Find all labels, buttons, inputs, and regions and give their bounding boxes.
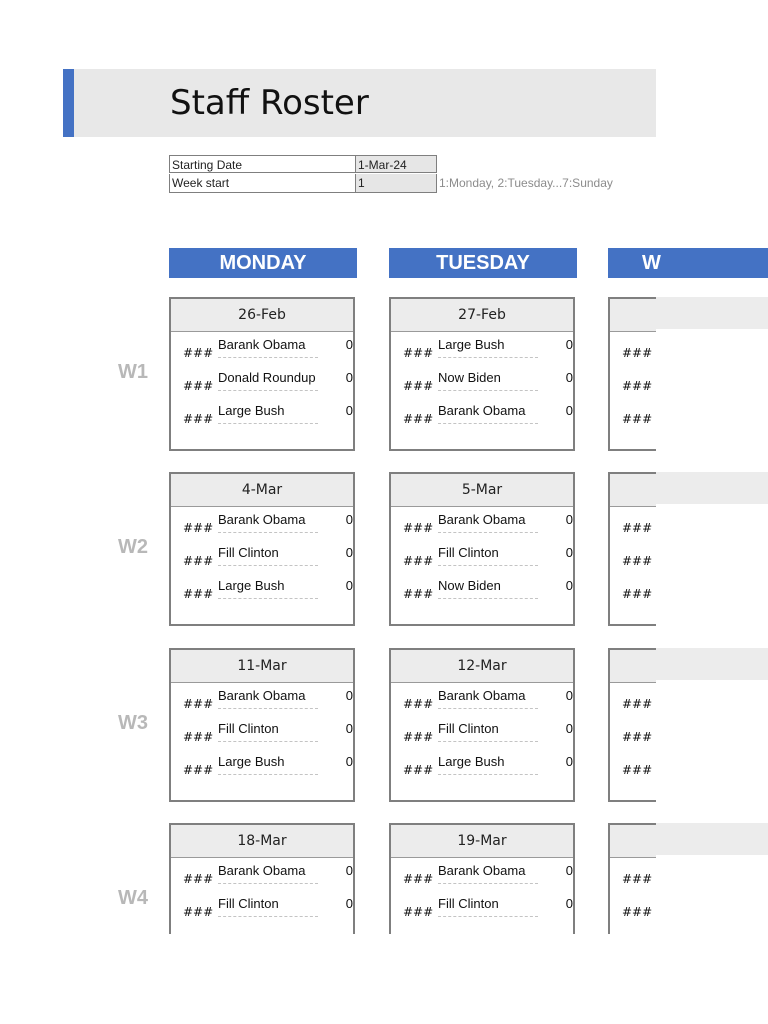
shift-hash: ### [183, 521, 214, 535]
shift-row[interactable] [610, 749, 656, 782]
shift-value: 0 [565, 578, 573, 593]
shift-row[interactable] [391, 716, 573, 749]
shift-hash: ### [403, 697, 434, 711]
shift-value: 0 [565, 863, 573, 878]
shift-hash: ### [622, 697, 653, 711]
shift-value: 0 [345, 578, 353, 593]
staff-name[interactable]: Barank Obama [218, 512, 318, 533]
shift-value: 0 [565, 896, 573, 911]
day-box-wednesday [608, 297, 656, 451]
shift-hash: ### [403, 730, 434, 744]
shift-hash: ### [403, 872, 434, 886]
shift-row[interactable] [391, 507, 573, 540]
shift-value: 0 [565, 688, 573, 703]
day-box-wednesday [608, 648, 656, 802]
shift-value: 0 [345, 754, 353, 769]
shift-row[interactable] [610, 683, 656, 716]
shift-value: 0 [565, 512, 573, 527]
shift-value: 0 [345, 721, 353, 736]
shift-hash: ### [183, 872, 214, 886]
shift-hash: ### [403, 587, 434, 601]
box-date: 4-Mar [171, 474, 353, 507]
week-start-label: Week start [169, 174, 355, 193]
shift-value: 0 [565, 403, 573, 418]
shift-row[interactable] [391, 365, 573, 398]
week-start-hint: 1:Monday, 2:Tuesday...7:Sunday [439, 176, 613, 190]
shift-row[interactable] [171, 749, 353, 782]
staff-name[interactable]: Barank Obama [218, 337, 318, 358]
shift-row[interactable] [171, 891, 353, 924]
shift-row[interactable] [171, 332, 353, 365]
staff-name[interactable]: Barank Obama [438, 863, 538, 884]
day-box-monday [169, 823, 355, 934]
shift-row[interactable] [391, 398, 573, 431]
shift-value: 0 [345, 896, 353, 911]
shift-hash: ### [403, 412, 434, 426]
staff-name[interactable]: Donald Roundup [218, 370, 318, 391]
shift-hash: ### [183, 763, 214, 777]
shift-row[interactable] [391, 540, 573, 573]
shift-hash: ### [403, 763, 434, 777]
shift-value: 0 [345, 370, 353, 385]
staff-name[interactable]: Fill Clinton [438, 545, 538, 566]
shift-hash: ### [622, 587, 653, 601]
shift-row[interactable] [171, 398, 353, 431]
week-start-cell[interactable]: 1 [355, 174, 437, 193]
shift-row[interactable] [610, 573, 656, 606]
shift-hash: ### [183, 554, 214, 568]
shift-row[interactable] [391, 749, 573, 782]
staff-name[interactable]: Large Bush [438, 337, 538, 358]
staff-name[interactable]: Barank Obama [438, 403, 538, 424]
day-box-monday [169, 472, 355, 626]
shift-hash: ### [403, 905, 434, 919]
staff-name[interactable]: Barank Obama [438, 688, 538, 709]
shift-row[interactable] [171, 858, 353, 891]
box-date: 5-Mar [391, 474, 573, 507]
shift-value: 0 [565, 337, 573, 352]
day-header-tuesday: TUESDAY [389, 248, 577, 278]
day-header-monday: MONDAY [169, 248, 357, 278]
staff-name[interactable]: Barank Obama [218, 688, 318, 709]
box-date [610, 650, 656, 683]
day-box-tuesday [389, 472, 575, 626]
shift-row[interactable] [391, 858, 573, 891]
week-label: W4 [118, 887, 148, 909]
day-header-wednesday: W [608, 248, 768, 278]
shift-row[interactable] [391, 332, 573, 365]
shift-hash: ### [183, 346, 214, 360]
staff-name[interactable]: Large Bush [218, 403, 318, 424]
shift-hash: ### [183, 905, 214, 919]
shift-row[interactable] [610, 891, 656, 924]
shift-row[interactable] [171, 716, 353, 749]
shift-row[interactable] [610, 540, 656, 573]
shift-hash: ### [622, 379, 653, 393]
shift-hash: ### [622, 521, 653, 535]
staff-name[interactable]: Now Biden [438, 578, 538, 599]
staff-name[interactable]: Fill Clinton [438, 896, 538, 917]
shift-row[interactable] [391, 573, 573, 606]
shift-value: 0 [565, 721, 573, 736]
shift-row[interactable] [610, 507, 656, 540]
shift-hash: ### [403, 521, 434, 535]
shift-row[interactable] [610, 332, 656, 365]
starting-date-cell[interactable]: 1-Mar-24 [355, 155, 437, 173]
shift-hash: ### [622, 346, 653, 360]
shift-hash: ### [622, 412, 653, 426]
shift-value: 0 [565, 754, 573, 769]
shift-hash: ### [183, 587, 214, 601]
day-box-tuesday [389, 297, 575, 451]
shift-hash: ### [403, 346, 434, 360]
shift-value: 0 [565, 545, 573, 560]
day-box-monday [169, 297, 355, 451]
week-label: W2 [118, 536, 148, 558]
shift-row[interactable] [171, 540, 353, 573]
week-label: W1 [118, 361, 148, 383]
shift-value: 0 [345, 545, 353, 560]
staff-name[interactable]: Fill Clinton [218, 896, 318, 917]
starting-date-label: Starting Date [169, 155, 355, 173]
staff-name[interactable]: Barank Obama [438, 512, 538, 533]
box-date: 11-Mar [171, 650, 353, 683]
staff-name[interactable]: Fill Clinton [218, 545, 318, 566]
shift-hash: ### [622, 763, 653, 777]
shift-row[interactable] [171, 573, 353, 606]
shift-row[interactable] [610, 398, 656, 431]
staff-name[interactable]: Now Biden [438, 370, 538, 391]
box-date: 12-Mar [391, 650, 573, 683]
shift-row[interactable] [610, 365, 656, 398]
shift-hash: ### [403, 379, 434, 393]
staff-name[interactable]: Large Bush [218, 754, 318, 775]
shift-hash: ### [183, 730, 214, 744]
shift-value: 0 [345, 688, 353, 703]
shift-hash: ### [622, 872, 653, 886]
shift-row[interactable] [171, 365, 353, 398]
shift-hash: ### [183, 379, 214, 393]
staff-name[interactable]: Fill Clinton [218, 721, 318, 742]
staff-name[interactable]: Fill Clinton [438, 721, 538, 742]
shift-row[interactable] [171, 683, 353, 716]
box-date: 19-Mar [391, 825, 573, 858]
staff-name[interactable]: Barank Obama [218, 863, 318, 884]
box-date [610, 299, 656, 332]
title-band [63, 69, 656, 137]
day-box-monday [169, 648, 355, 802]
day-box-tuesday [389, 648, 575, 802]
shift-hash: ### [183, 412, 214, 426]
staff-name[interactable]: Large Bush [218, 578, 318, 599]
title-accent-bar [63, 69, 74, 137]
shift-hash: ### [622, 554, 653, 568]
shift-hash: ### [622, 730, 653, 744]
day-box-wednesday [608, 472, 656, 626]
day-box-wednesday [608, 823, 656, 934]
shift-hash: ### [403, 554, 434, 568]
staff-name[interactable]: Large Bush [438, 754, 538, 775]
shift-value: 0 [345, 403, 353, 418]
shift-hash: ### [183, 697, 214, 711]
shift-row[interactable] [171, 507, 353, 540]
page-title: Staff Roster [170, 83, 369, 123]
shift-row[interactable] [610, 858, 656, 891]
shift-value: 0 [345, 863, 353, 878]
week-label: W3 [118, 712, 148, 734]
shift-value: 0 [565, 370, 573, 385]
box-date: 27-Feb [391, 299, 573, 332]
shift-row[interactable] [610, 716, 656, 749]
shift-value: 0 [345, 337, 353, 352]
box-date [610, 474, 656, 507]
box-date: 26-Feb [171, 299, 353, 332]
shift-value: 0 [345, 512, 353, 527]
shift-row[interactable] [391, 891, 573, 924]
shift-row[interactable] [391, 683, 573, 716]
day-box-tuesday [389, 823, 575, 934]
box-date [610, 825, 656, 858]
box-date: 18-Mar [171, 825, 353, 858]
shift-hash: ### [622, 905, 653, 919]
